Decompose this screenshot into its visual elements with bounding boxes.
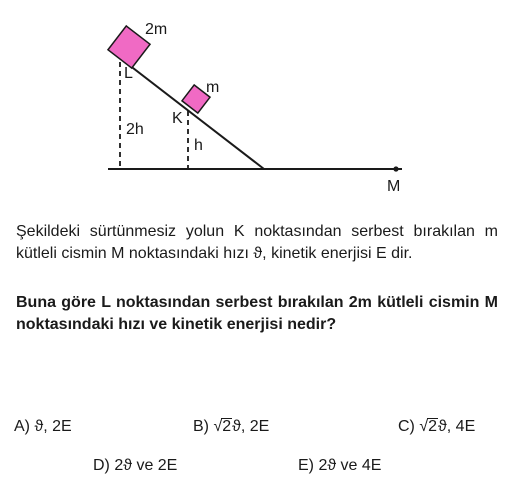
label-point-l: L — [124, 65, 133, 82]
choice-d-value: 2ϑ ve 2E — [114, 457, 178, 474]
choice-a-letter: A) — [14, 418, 30, 435]
choice-b-root-sign: √ — [213, 418, 223, 435]
label-point-m: M — [387, 178, 401, 195]
choice-b[interactable] — [193, 416, 269, 438]
choice-e-letter: E) — [298, 457, 314, 474]
choice-a[interactable] — [14, 416, 72, 438]
choice-b-radicand: 2 — [222, 418, 232, 435]
choice-c-letter: C) — [398, 418, 415, 435]
choice-b-letter: B) — [193, 418, 209, 435]
choice-e[interactable] — [298, 455, 381, 477]
choice-b-value: ϑ, 2E — [232, 418, 270, 435]
label-mass-m: m — [206, 79, 220, 96]
choice-c-root-sign: √ — [419, 418, 429, 435]
label-point-k: K — [172, 110, 183, 127]
point-m-marker — [393, 166, 398, 171]
label-mass-2m: 2m — [145, 21, 168, 38]
question-text: Şekildeki sürtünmesiz yolun K noktasından serbest bırakılan m kütleli cismin M noktasındaki hızı ϑ, kinetik enerjisi E dir. — [16, 223, 498, 262]
choice-c-value: ϑ, 4E — [438, 418, 476, 435]
incline-figure — [0, 0, 514, 200]
choice-d-letter: D) — [93, 457, 110, 474]
label-height-2h: 2h — [126, 121, 144, 138]
incline-line — [120, 58, 264, 169]
choice-d[interactable] — [93, 455, 177, 477]
choice-e-value: 2ϑ ve 4E — [318, 457, 382, 474]
choice-c-radicand: 2 — [428, 418, 438, 435]
choice-c[interactable] — [398, 416, 475, 438]
block-2m — [108, 26, 150, 68]
label-height-h: h — [194, 137, 203, 154]
choice-a-value: ϑ, 2E — [34, 418, 72, 435]
question-prompt: Buna göre L noktasından serbest bırakılan 2m kütleli cismin M noktasındaki hızı ve kinetik enerjisi nedir? — [16, 294, 498, 333]
